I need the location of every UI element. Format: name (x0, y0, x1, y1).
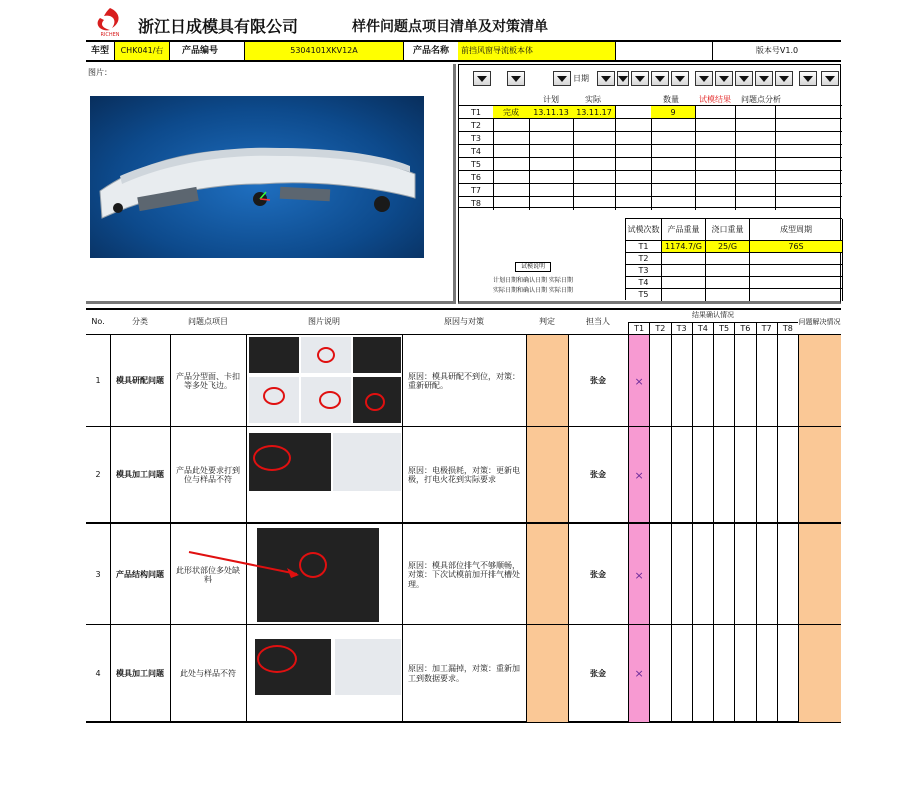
row-owner: 张金 (590, 668, 606, 678)
grid-line (692, 625, 693, 722)
row-owner: 张金 (590, 376, 606, 386)
grid-line (692, 427, 693, 523)
red-circle-marker (257, 645, 297, 673)
part-name-value: 前挡风窗导流板本体 (458, 42, 616, 60)
reference-photo (333, 433, 401, 491)
grid-line (649, 625, 650, 722)
header-owner: 担当人 (586, 317, 610, 327)
trial-id: T7 (471, 186, 481, 195)
car-value: CHK041/右 (114, 42, 170, 60)
weight-cell-id: T2 (626, 253, 662, 265)
trial-row (459, 105, 842, 118)
trial-header-t6: T6 (734, 322, 755, 334)
grid-line (713, 524, 714, 626)
row-category: 模具研配问题 (116, 376, 164, 386)
row-issue: 产品分型面、卡扣等多处飞边。 (176, 371, 240, 390)
table-row (86, 522, 841, 624)
header-no: No. (91, 317, 105, 327)
header-confirm: 结果确认情况 (692, 310, 734, 319)
trial-header-t4: T4 (692, 322, 713, 334)
weight-row (625, 264, 842, 276)
weight-row (625, 252, 842, 264)
red-circle-marker (319, 391, 341, 409)
weight-row (625, 288, 842, 300)
grid-line (649, 524, 650, 626)
trial-id: T5 (471, 160, 481, 169)
col-header-result: 试模结果 (699, 95, 731, 104)
grid-line (671, 427, 672, 523)
car-label: 车型 (90, 45, 109, 56)
header-category: 分类 (132, 317, 148, 327)
filter-dropdown[interactable] (715, 71, 733, 86)
header-judge: 判定 (539, 317, 555, 327)
row-resolve-cell[interactable] (799, 625, 841, 722)
grid-line (756, 524, 757, 626)
trial-plan-date: 13.11.13 (529, 106, 573, 119)
grid-line (671, 335, 672, 427)
table-row (86, 334, 841, 426)
trial-table (458, 64, 841, 208)
trial-header-t5: T5 (713, 322, 734, 334)
trial-row (459, 183, 842, 196)
trial-row (459, 118, 842, 131)
red-arrow-marker (187, 550, 307, 580)
grid-line (777, 335, 778, 427)
weight-header: 试模次数 (626, 219, 662, 241)
table-row (86, 624, 841, 721)
row-image-area (247, 335, 402, 427)
row-category: 产品结构问题 (116, 570, 164, 580)
filter-dropdown[interactable] (597, 71, 615, 86)
row-issue: 此处与样品不符 (180, 668, 236, 678)
legend-title: 试模说明 (515, 262, 551, 272)
weight-cell-cycle (750, 289, 843, 301)
issues-table (86, 308, 841, 723)
red-circle-marker (317, 347, 335, 363)
grid-line (671, 524, 672, 626)
trial-header-t1: T1 (628, 322, 649, 334)
header-cause: 原因与对策 (444, 317, 484, 327)
red-circle-marker (263, 387, 285, 405)
col-header-analysis: 问题点分析 (741, 95, 781, 104)
weight-cell-product: 1174.7/G (662, 241, 706, 253)
grid-line (756, 335, 757, 427)
row-owner: 张金 (590, 570, 606, 580)
filter-dropdown[interactable] (775, 71, 793, 86)
weight-cell-gate: 25/G (706, 241, 750, 253)
weight-row (625, 240, 842, 252)
row-cause: 原因：模具部位排气不够顺畅，对策：下次试模前加开排气槽处理。 (408, 561, 520, 589)
part-render-image (90, 96, 424, 258)
row-owner: 张金 (590, 470, 606, 480)
weight-header: 产品重量 (662, 219, 706, 241)
filter-dropdown[interactable] (651, 71, 669, 86)
filter-dropdown[interactable] (617, 71, 629, 86)
grid-line (713, 427, 714, 523)
trial-header-t7: T7 (756, 322, 777, 334)
version-label: 版本号V1.0 (712, 42, 841, 60)
trial-actual-date: 13.11.17 (573, 106, 615, 119)
row-cause: 原因：模具研配不到位，对策：重新研配。 (408, 371, 520, 390)
header-issue: 问题点项目 (188, 317, 228, 327)
grid-line (756, 625, 757, 722)
trial-row (459, 144, 842, 157)
company-logo (90, 6, 130, 40)
defect-photo (353, 337, 401, 373)
row-number: 2 (95, 470, 101, 480)
filter-dropdown[interactable] (755, 71, 773, 86)
trial-qty: 9 (651, 106, 695, 119)
row-number: 4 (95, 668, 101, 678)
weight-cell-id: T3 (626, 265, 662, 277)
grid-line (734, 335, 735, 427)
weight-cell-gate (706, 289, 750, 301)
grid-line (756, 427, 757, 523)
row-confirm-t1[interactable]: × (629, 427, 649, 523)
col-header-qty: 数量 (663, 95, 679, 104)
row-category: 模具加工问题 (116, 470, 164, 480)
defect-photo (249, 337, 299, 373)
row-image-area (247, 524, 402, 626)
row-resolve-cell[interactable] (799, 427, 841, 523)
weight-row (625, 276, 842, 288)
row-confirm-t1[interactable]: × (629, 524, 649, 626)
legend-line-1: 计划日期和确认日期 实际日期 (493, 277, 573, 284)
row-judge-cell[interactable] (527, 335, 568, 427)
trial-id: T2 (471, 121, 481, 130)
weight-cell-product (662, 289, 706, 301)
issue-rows (86, 334, 841, 723)
grid-line (692, 335, 693, 427)
col-header-date: 日期 (573, 74, 589, 83)
reference-photo (335, 639, 401, 695)
grid-line (649, 427, 650, 523)
weight-header-row (625, 218, 842, 240)
grid-line (649, 335, 650, 427)
trial-rows (459, 105, 842, 209)
row-resolve-cell[interactable] (799, 335, 841, 427)
filter-dropdown[interactable] (821, 71, 839, 86)
part-no-value: 5304101XKV12A (244, 42, 404, 60)
filter-dropdown[interactable] (671, 71, 689, 86)
trial-row (459, 170, 842, 183)
weight-cell-id: T4 (626, 277, 662, 289)
row-category: 模具加工问题 (116, 668, 164, 678)
filter-dropdown[interactable] (473, 71, 491, 86)
trial-id: T4 (471, 147, 481, 156)
trial-header-t3: T3 (671, 322, 692, 334)
trial-headers (628, 322, 798, 334)
weight-cell-id: T1 (626, 241, 662, 253)
grid-line (777, 524, 778, 626)
logo-text: RICHEN (100, 32, 120, 38)
legend-line-2: 实际日期和确认日期 实际日期 (493, 287, 573, 294)
trial-header-t2: T2 (649, 322, 670, 334)
row-cause: 原因：电极损耗，对策：更新电极，打电火花到实际要求 (408, 465, 520, 484)
filter-dropdown[interactable] (631, 71, 649, 86)
row-issue: 此形状部位多处缺料 (176, 565, 240, 584)
weight-table (458, 208, 841, 304)
grid-line (713, 625, 714, 722)
filter-dropdown[interactable] (799, 71, 817, 86)
weight-rows (625, 218, 842, 302)
row-confirm-t1[interactable]: × (629, 335, 649, 427)
row-judge-cell[interactable] (527, 524, 568, 626)
row-number: 3 (95, 570, 101, 580)
trial-id: T8 (471, 199, 481, 208)
filter-dropdown[interactable] (695, 71, 713, 86)
row-cause: 原因：加工漏掉，对策：重新加工到数据要求。 (408, 664, 520, 683)
filter-dropdown[interactable] (553, 71, 571, 86)
header-image: 图片说明 (308, 317, 340, 327)
grid-line (734, 625, 735, 722)
trial-id: T1 (471, 108, 481, 117)
grid-line (692, 524, 693, 626)
grid-line (713, 335, 714, 427)
trial-id: T3 (471, 134, 481, 143)
grid-line (671, 625, 672, 722)
row-number: 1 (95, 376, 101, 386)
part-no-label: 产品编号 (181, 45, 218, 56)
row-image-area (247, 427, 402, 523)
row-judge-cell[interactable] (527, 625, 568, 722)
grid-line (734, 524, 735, 626)
weight-cell-cycle: 76S (750, 241, 843, 253)
company-name: 浙江日成模具有限公司 (138, 17, 299, 36)
row-issue: 产品此处要求打到位与样品不符 (176, 465, 240, 484)
row-judge-cell[interactable] (527, 427, 568, 523)
grid-line (777, 427, 778, 523)
page-title: 样件问题点项目清单及对策清单 (352, 19, 548, 35)
grid-line (777, 625, 778, 722)
trial-row (459, 131, 842, 144)
header-resolve: 问题解决情况 (798, 317, 841, 326)
row-confirm-t1[interactable]: × (629, 625, 649, 722)
trial-header-t8: T8 (777, 322, 798, 334)
trial-status: 完成 (493, 106, 529, 119)
photo-label: 图片： (88, 68, 112, 77)
filter-row (459, 71, 842, 91)
grid-line (734, 427, 735, 523)
trial-row (459, 157, 842, 170)
trial-id: T6 (471, 173, 481, 182)
red-circle-marker (253, 445, 291, 471)
col-header-actual: 实际 (585, 95, 601, 104)
filter-dropdown[interactable] (735, 71, 753, 86)
filter-dropdown[interactable] (507, 71, 525, 86)
part-name-label: 产品名称 (412, 45, 449, 56)
row-image-area (247, 625, 402, 722)
weight-cell-id: T5 (626, 289, 662, 301)
red-circle-marker (299, 552, 327, 578)
row-resolve-cell[interactable] (799, 524, 841, 626)
weight-header: 成型周期 (750, 219, 843, 241)
weight-header: 浇口重量 (706, 219, 750, 241)
col-header-plan: 计划 (543, 95, 559, 104)
red-circle-marker (365, 393, 385, 411)
table-row (86, 426, 841, 522)
